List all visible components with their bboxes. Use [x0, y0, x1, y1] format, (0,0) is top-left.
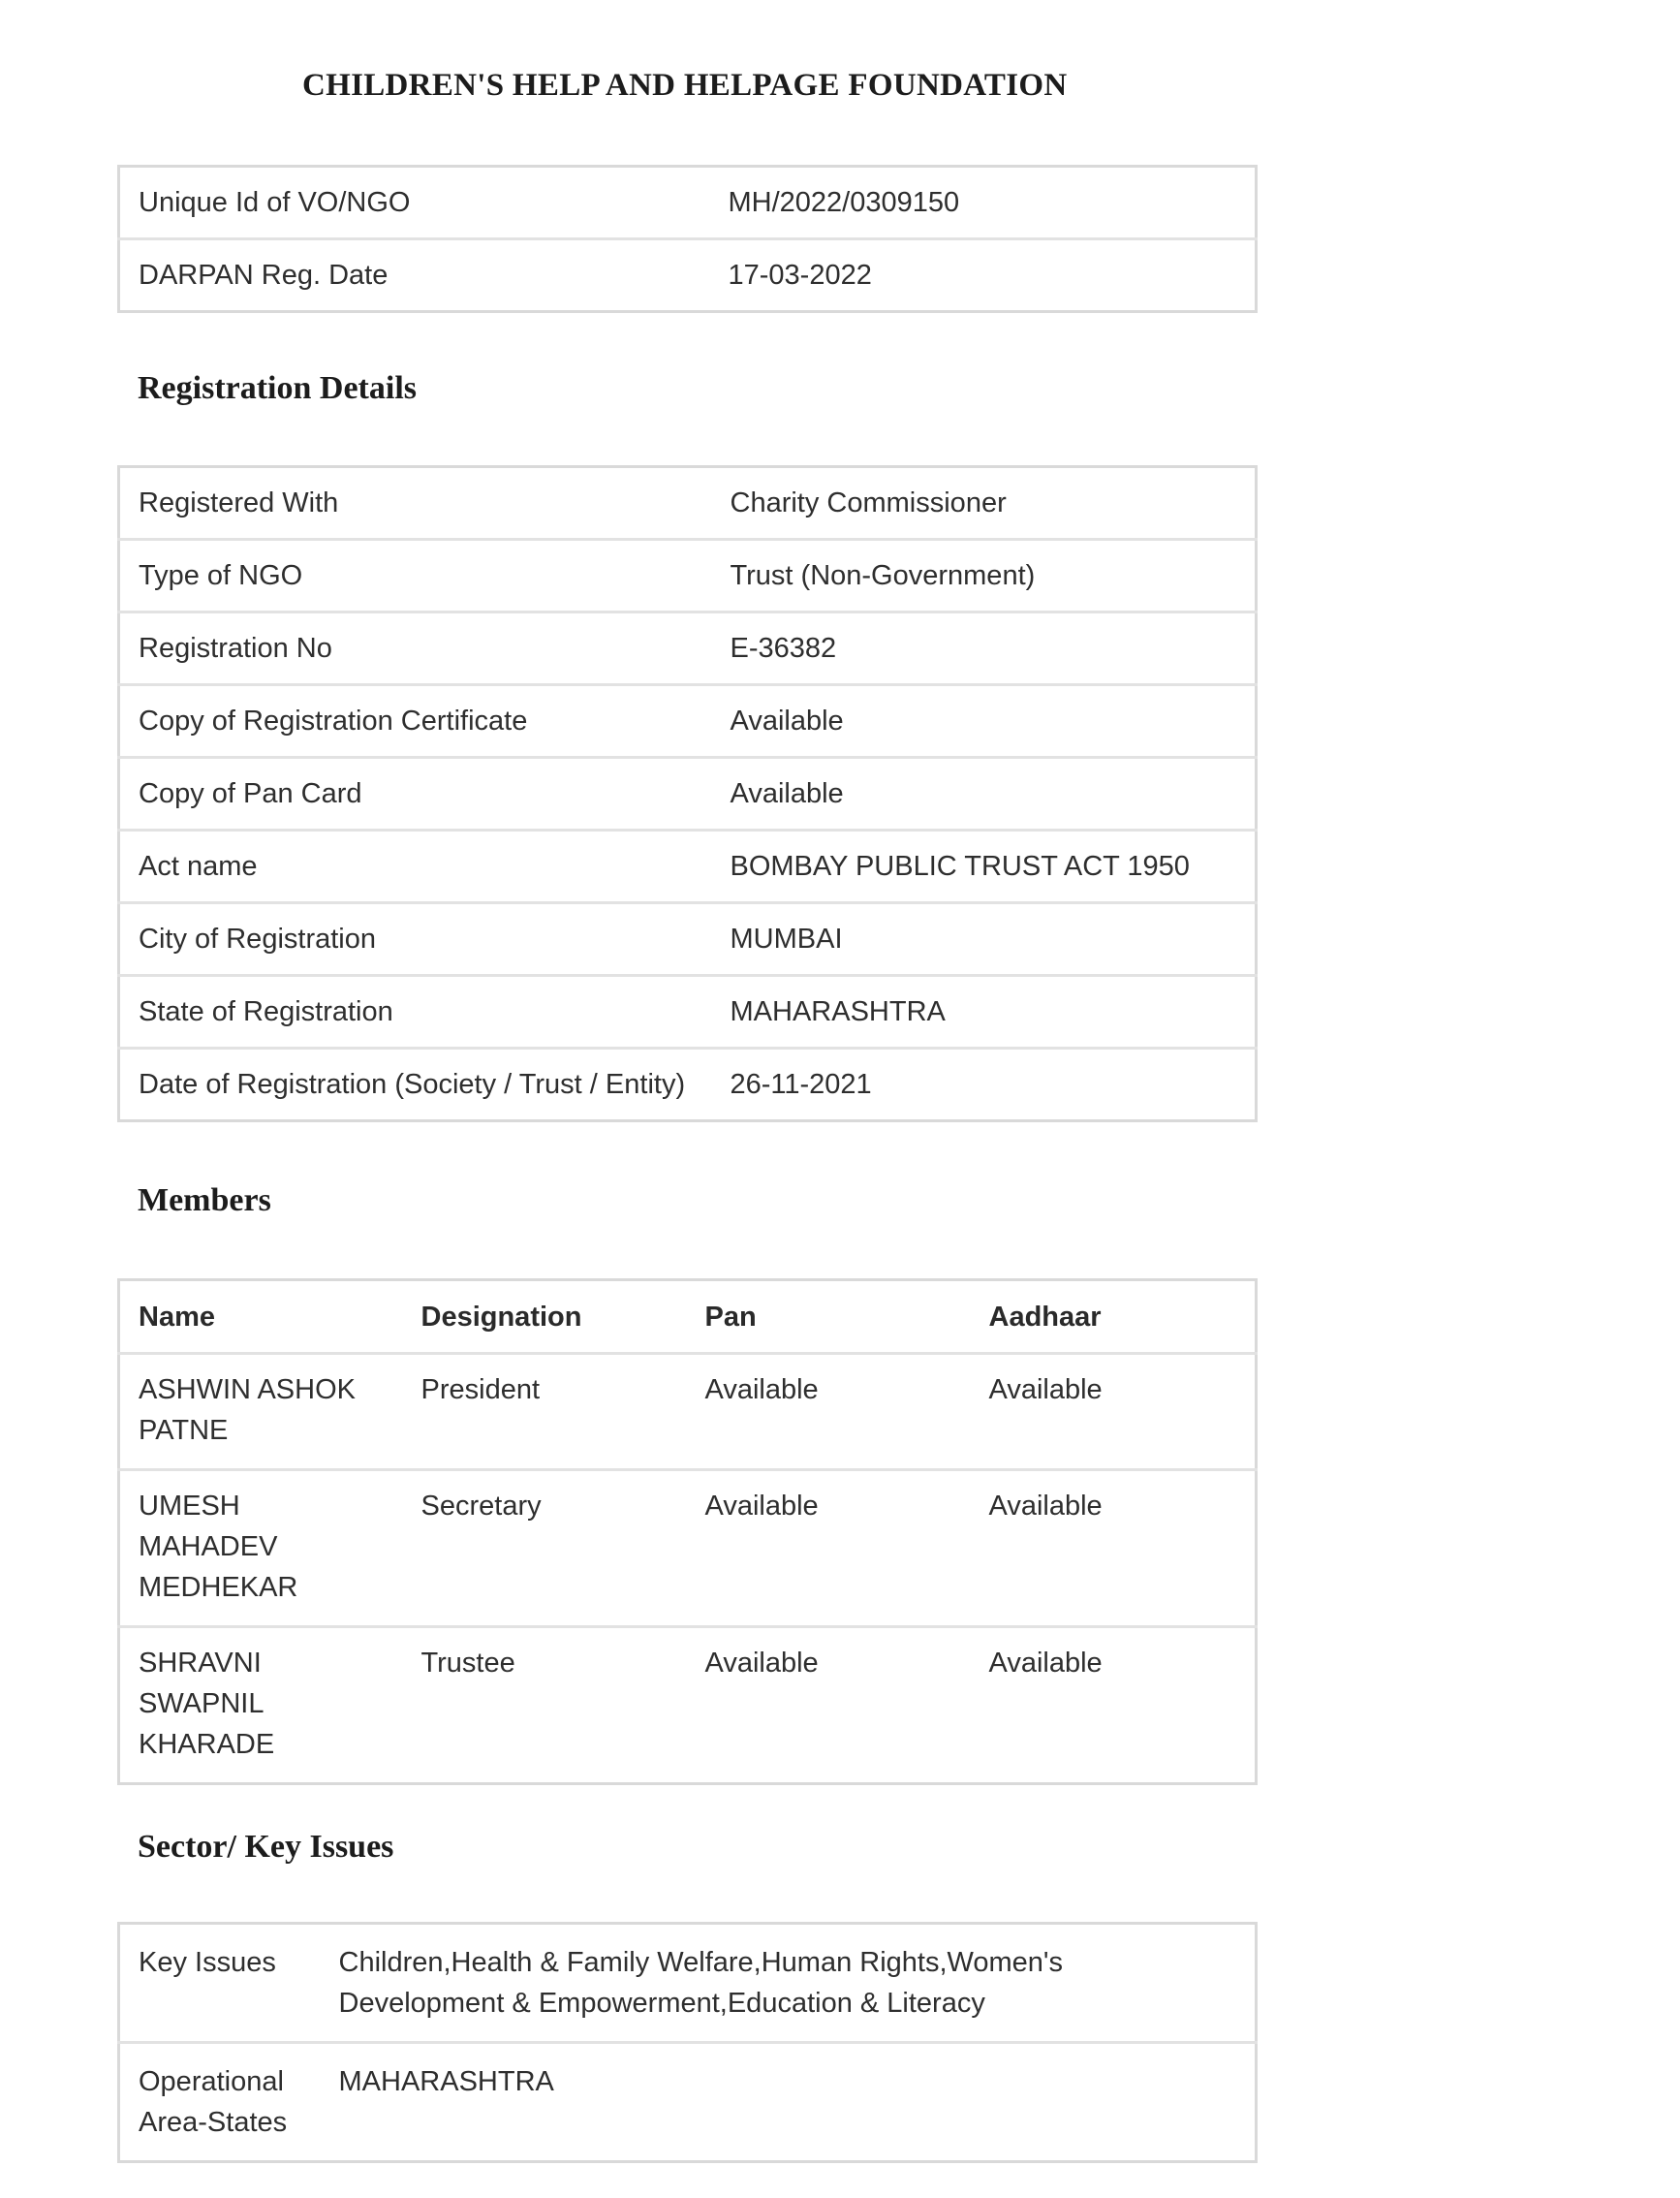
- type-of-ngo-value: Trust (Non-Government): [727, 540, 1257, 612]
- sector-table: [117, 1922, 1258, 2163]
- registration-heading: Registration Details: [138, 370, 418, 406]
- member-name-line: SWAPNIL: [139, 1688, 264, 1719]
- member-name-line: KHARADE: [139, 1729, 275, 1760]
- date-of-registration-value: 26-11-2021: [727, 1049, 1257, 1121]
- table-row: [119, 1049, 1257, 1121]
- act-name-label: Act name: [119, 831, 727, 903]
- table-row: [119, 831, 1257, 903]
- table-row: [119, 612, 1257, 685]
- key-issues-label-line: Key Issues: [139, 1947, 276, 1978]
- document-title: CHILDREN'S HELP AND HELPAGE FOUNDATION: [302, 68, 1068, 103]
- member-name-line: MEDHEKAR: [139, 1572, 298, 1603]
- registration-table: [117, 465, 1258, 1122]
- member-name-line: MAHADEV: [139, 1531, 278, 1562]
- registration-certificate-label: Copy of Registration Certificate: [119, 685, 727, 758]
- pan-card-value: Available: [727, 758, 1257, 831]
- identity-table: [117, 165, 1258, 313]
- member-designation: Secretary: [403, 1470, 687, 1627]
- table-row: [119, 2043, 1257, 2162]
- act-name-value: BOMBAY PUBLIC TRUST ACT 1950: [727, 831, 1257, 903]
- registered-with-value: Charity Commissioner: [730, 487, 1007, 518]
- table-header-row: [119, 1280, 1257, 1354]
- member-aadhaar: Available: [971, 1470, 1257, 1627]
- pan-card-label: Copy of Pan Card: [119, 758, 727, 831]
- table-row: [119, 903, 1257, 976]
- member-pan: Available: [687, 1354, 971, 1470]
- table-row: [119, 976, 1257, 1049]
- state-of-registration-value: MAHARASHTRA: [727, 976, 1257, 1049]
- member-designation: President: [403, 1354, 687, 1470]
- table-row: [119, 239, 1257, 312]
- key-issues-value-line: Development & Empowerment,Education & Literacy: [338, 1988, 985, 2019]
- table-row: [119, 1924, 1257, 2043]
- registration-no-label: Registration No: [119, 612, 727, 685]
- operational-area-value-line: MAHARASHTRA: [338, 2066, 554, 2097]
- table-row: [119, 467, 1257, 540]
- city-of-registration-value: MUMBAI: [727, 903, 1257, 976]
- column-header-aadhaar: Aadhaar: [988, 1301, 1102, 1333]
- member-name-line: SHRAVNI: [139, 1648, 262, 1679]
- member-pan: Available: [687, 1627, 971, 1784]
- table-row: [119, 758, 1257, 831]
- unique-id-value: MH/2022/0309150: [728, 187, 960, 218]
- member-aadhaar: Available: [971, 1354, 1257, 1470]
- table-row: [119, 1627, 1257, 1784]
- member-name: [119, 1470, 403, 1627]
- type-of-ngo-label: Type of NGO: [119, 540, 727, 612]
- column-header-designation: Designation: [420, 1301, 582, 1333]
- key-issues-value-line: Children,Health & Family Welfare,Human Rights,Women's: [338, 1947, 1063, 1978]
- table-row: [119, 540, 1257, 612]
- members-table: [117, 1278, 1258, 1785]
- unique-id-label: Unique Id of VO/NGO: [139, 187, 411, 218]
- table-row: [119, 167, 1257, 239]
- member-name-line: ASHWIN ASHOK: [139, 1374, 356, 1405]
- registration-no-value: E-36382: [727, 612, 1257, 685]
- table-row: [119, 685, 1257, 758]
- table-row: [119, 1354, 1257, 1470]
- darpan-reg-date-label: DARPAN Reg. Date: [119, 239, 725, 312]
- operational-area-label-line: Area-States: [139, 2107, 288, 2138]
- registered-with-label: Registered With: [139, 487, 339, 518]
- column-header-name: Name: [139, 1301, 215, 1333]
- key-issues-label: [119, 1924, 339, 2043]
- date-of-registration-label: Date of Registration (Society / Trust / Entity): [119, 1049, 727, 1121]
- state-of-registration-label: State of Registration: [119, 976, 727, 1049]
- member-pan: Available: [687, 1470, 971, 1627]
- member-aadhaar: Available: [971, 1627, 1257, 1784]
- city-of-registration-label: City of Registration: [119, 903, 727, 976]
- operational-area-label: [119, 2043, 339, 2162]
- member-name: [119, 1354, 403, 1470]
- operational-area-label-line: Operational: [139, 2066, 284, 2097]
- column-header-pan: Pan: [704, 1301, 757, 1333]
- member-name-line: UMESH: [139, 1491, 240, 1522]
- darpan-reg-date-value: 17-03-2022: [725, 239, 1257, 312]
- sector-heading: Sector/ Key Issues: [138, 1829, 394, 1865]
- members-heading: Members: [138, 1182, 271, 1218]
- operational-area-value: [339, 2043, 1257, 2162]
- table-row: [119, 1470, 1257, 1627]
- member-name-line: PATNE: [139, 1415, 229, 1446]
- member-name: [119, 1627, 403, 1784]
- key-issues-value: [339, 1924, 1257, 2043]
- registration-certificate-value: Available: [727, 685, 1257, 758]
- member-designation: Trustee: [403, 1627, 687, 1784]
